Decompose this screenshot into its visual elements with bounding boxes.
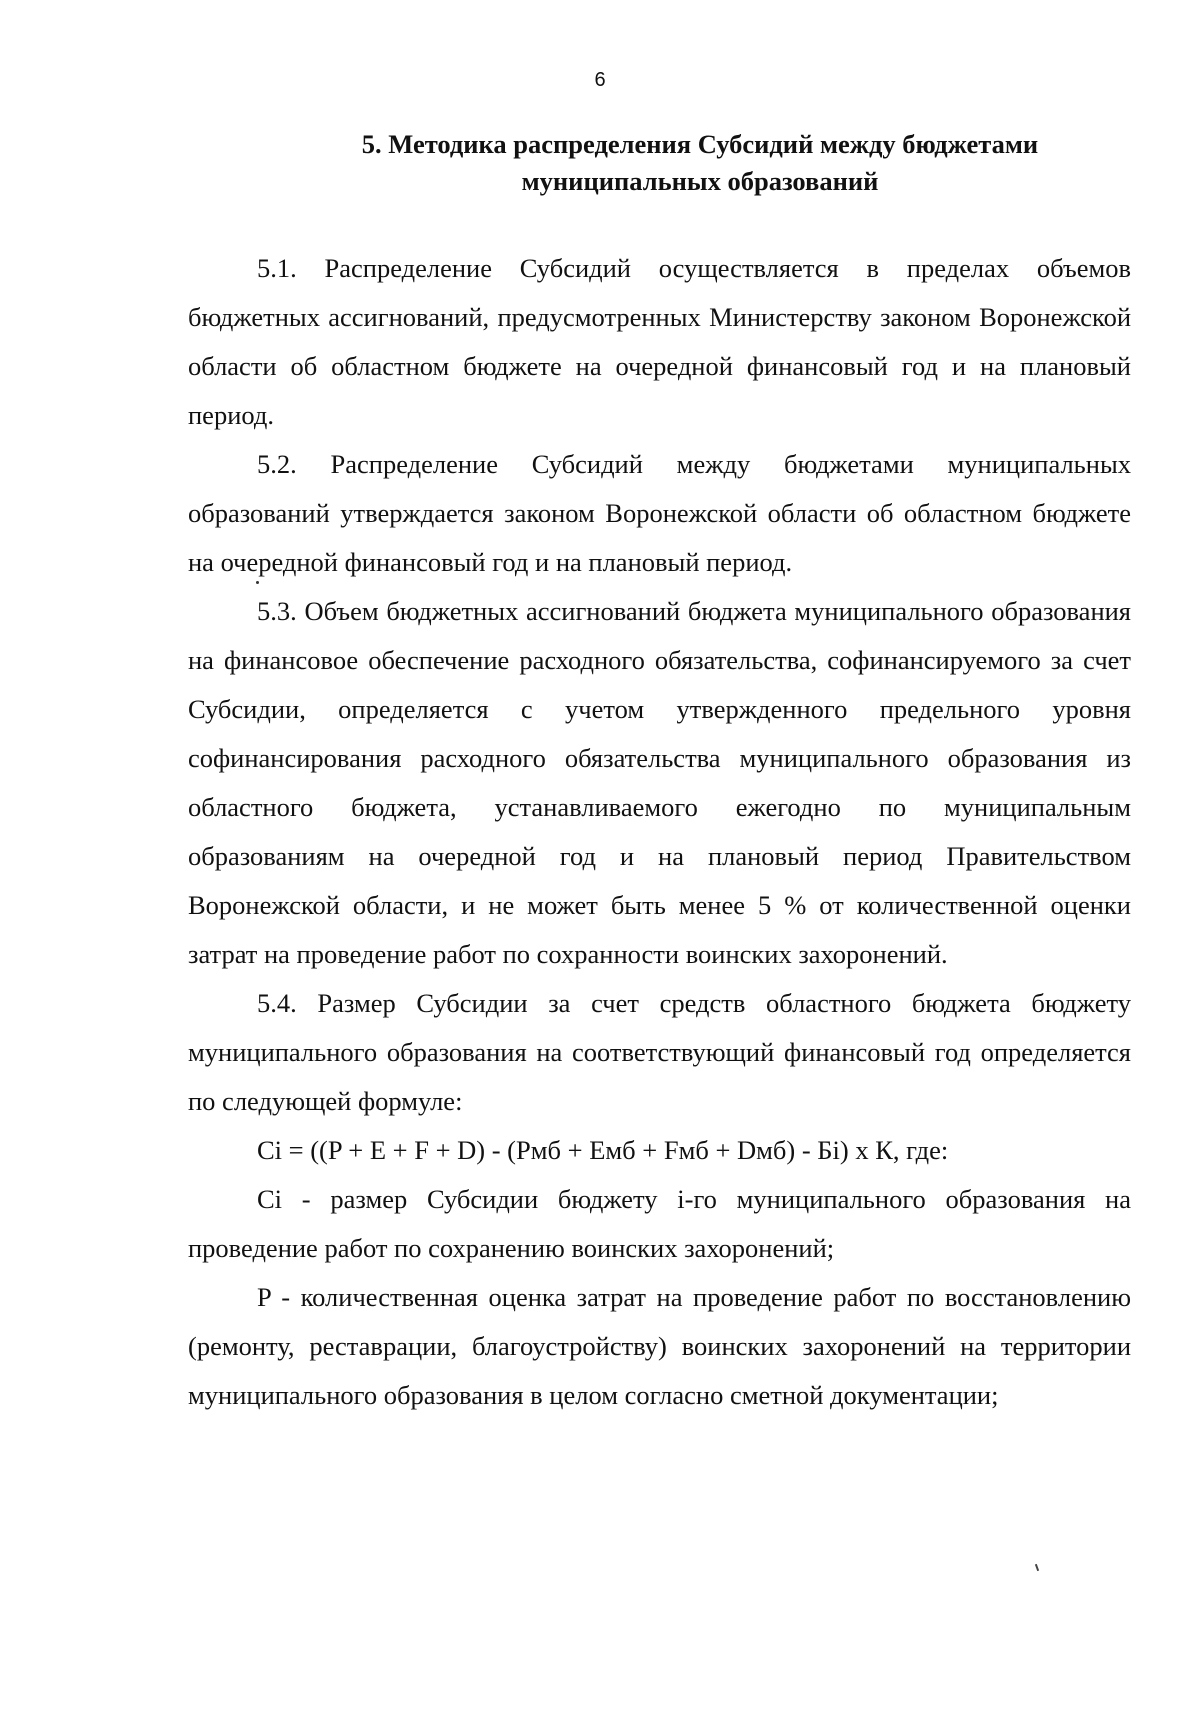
paragraph-5-3: 5.3. Объем бюджетных ассигнований бюджета муниципального образования на финансовое обеспечение расходного обязательства, софинансируемого за счет Субсидии, определяется с учетом утвержденного предельного уровня софинансирования расходного обязательства муниципального образования из областного бюджета, устанавливаемого ежегодно по муниципальным образованиям на очередной год и на плановый период Правительством Воронежской области, и не может быть менее 5 % от количественной оценки затрат на проведение работ по сохранности воинских захоронений.: [188, 596, 1131, 969]
document-body: [188, 244, 1131, 1420]
scan-speck: [256, 581, 259, 584]
definition-p: P - количественная оценка затрат на проведение работ по восстановлению (ремонту, реставрации, благоустройству) воинских захоронений на территории муниципального образования в целом согласно сметной документации;: [188, 1282, 1131, 1410]
page-number: 6: [594, 69, 606, 91]
paragraph-5-4: 5.4. Размер Субсидии за счет средств областного бюджета бюджету муниципального образования на соответствующий финансовый год определяется по следующей формуле:: [188, 988, 1131, 1116]
paragraph-5-1: 5.1. Распределение Субсидий осуществляется в пределах объемов бюджетных ассигнований, предусмотренных Министерству законом Воронежской области об областном бюджете на очередной финансовый год и на плановый период.: [188, 253, 1131, 430]
section-heading-line-1: 5. Методика распределения Субсидий между бюджетами: [361, 129, 1039, 159]
scan-mark: [1035, 1564, 1039, 1571]
formula: Ci = ((P + E + F + D) - (Pмб + Eмб + Fмб + Dмб) - Бi) х К, где:: [257, 1135, 949, 1165]
definition-ci: Ci - размер Субсидии бюджету i-го муниципального образования на проведение работ по сохранению воинских захоронений;: [188, 1184, 1131, 1263]
section-heading-line-2: муниципальных образований: [521, 166, 879, 196]
paragraph-5-2: 5.2. Распределение Субсидий между бюджетами муниципальных образований утверждается законом Воронежской области об областном бюджете на очередной финансовый год и на плановый период.: [188, 449, 1131, 577]
section-heading: [250, 126, 1150, 200]
